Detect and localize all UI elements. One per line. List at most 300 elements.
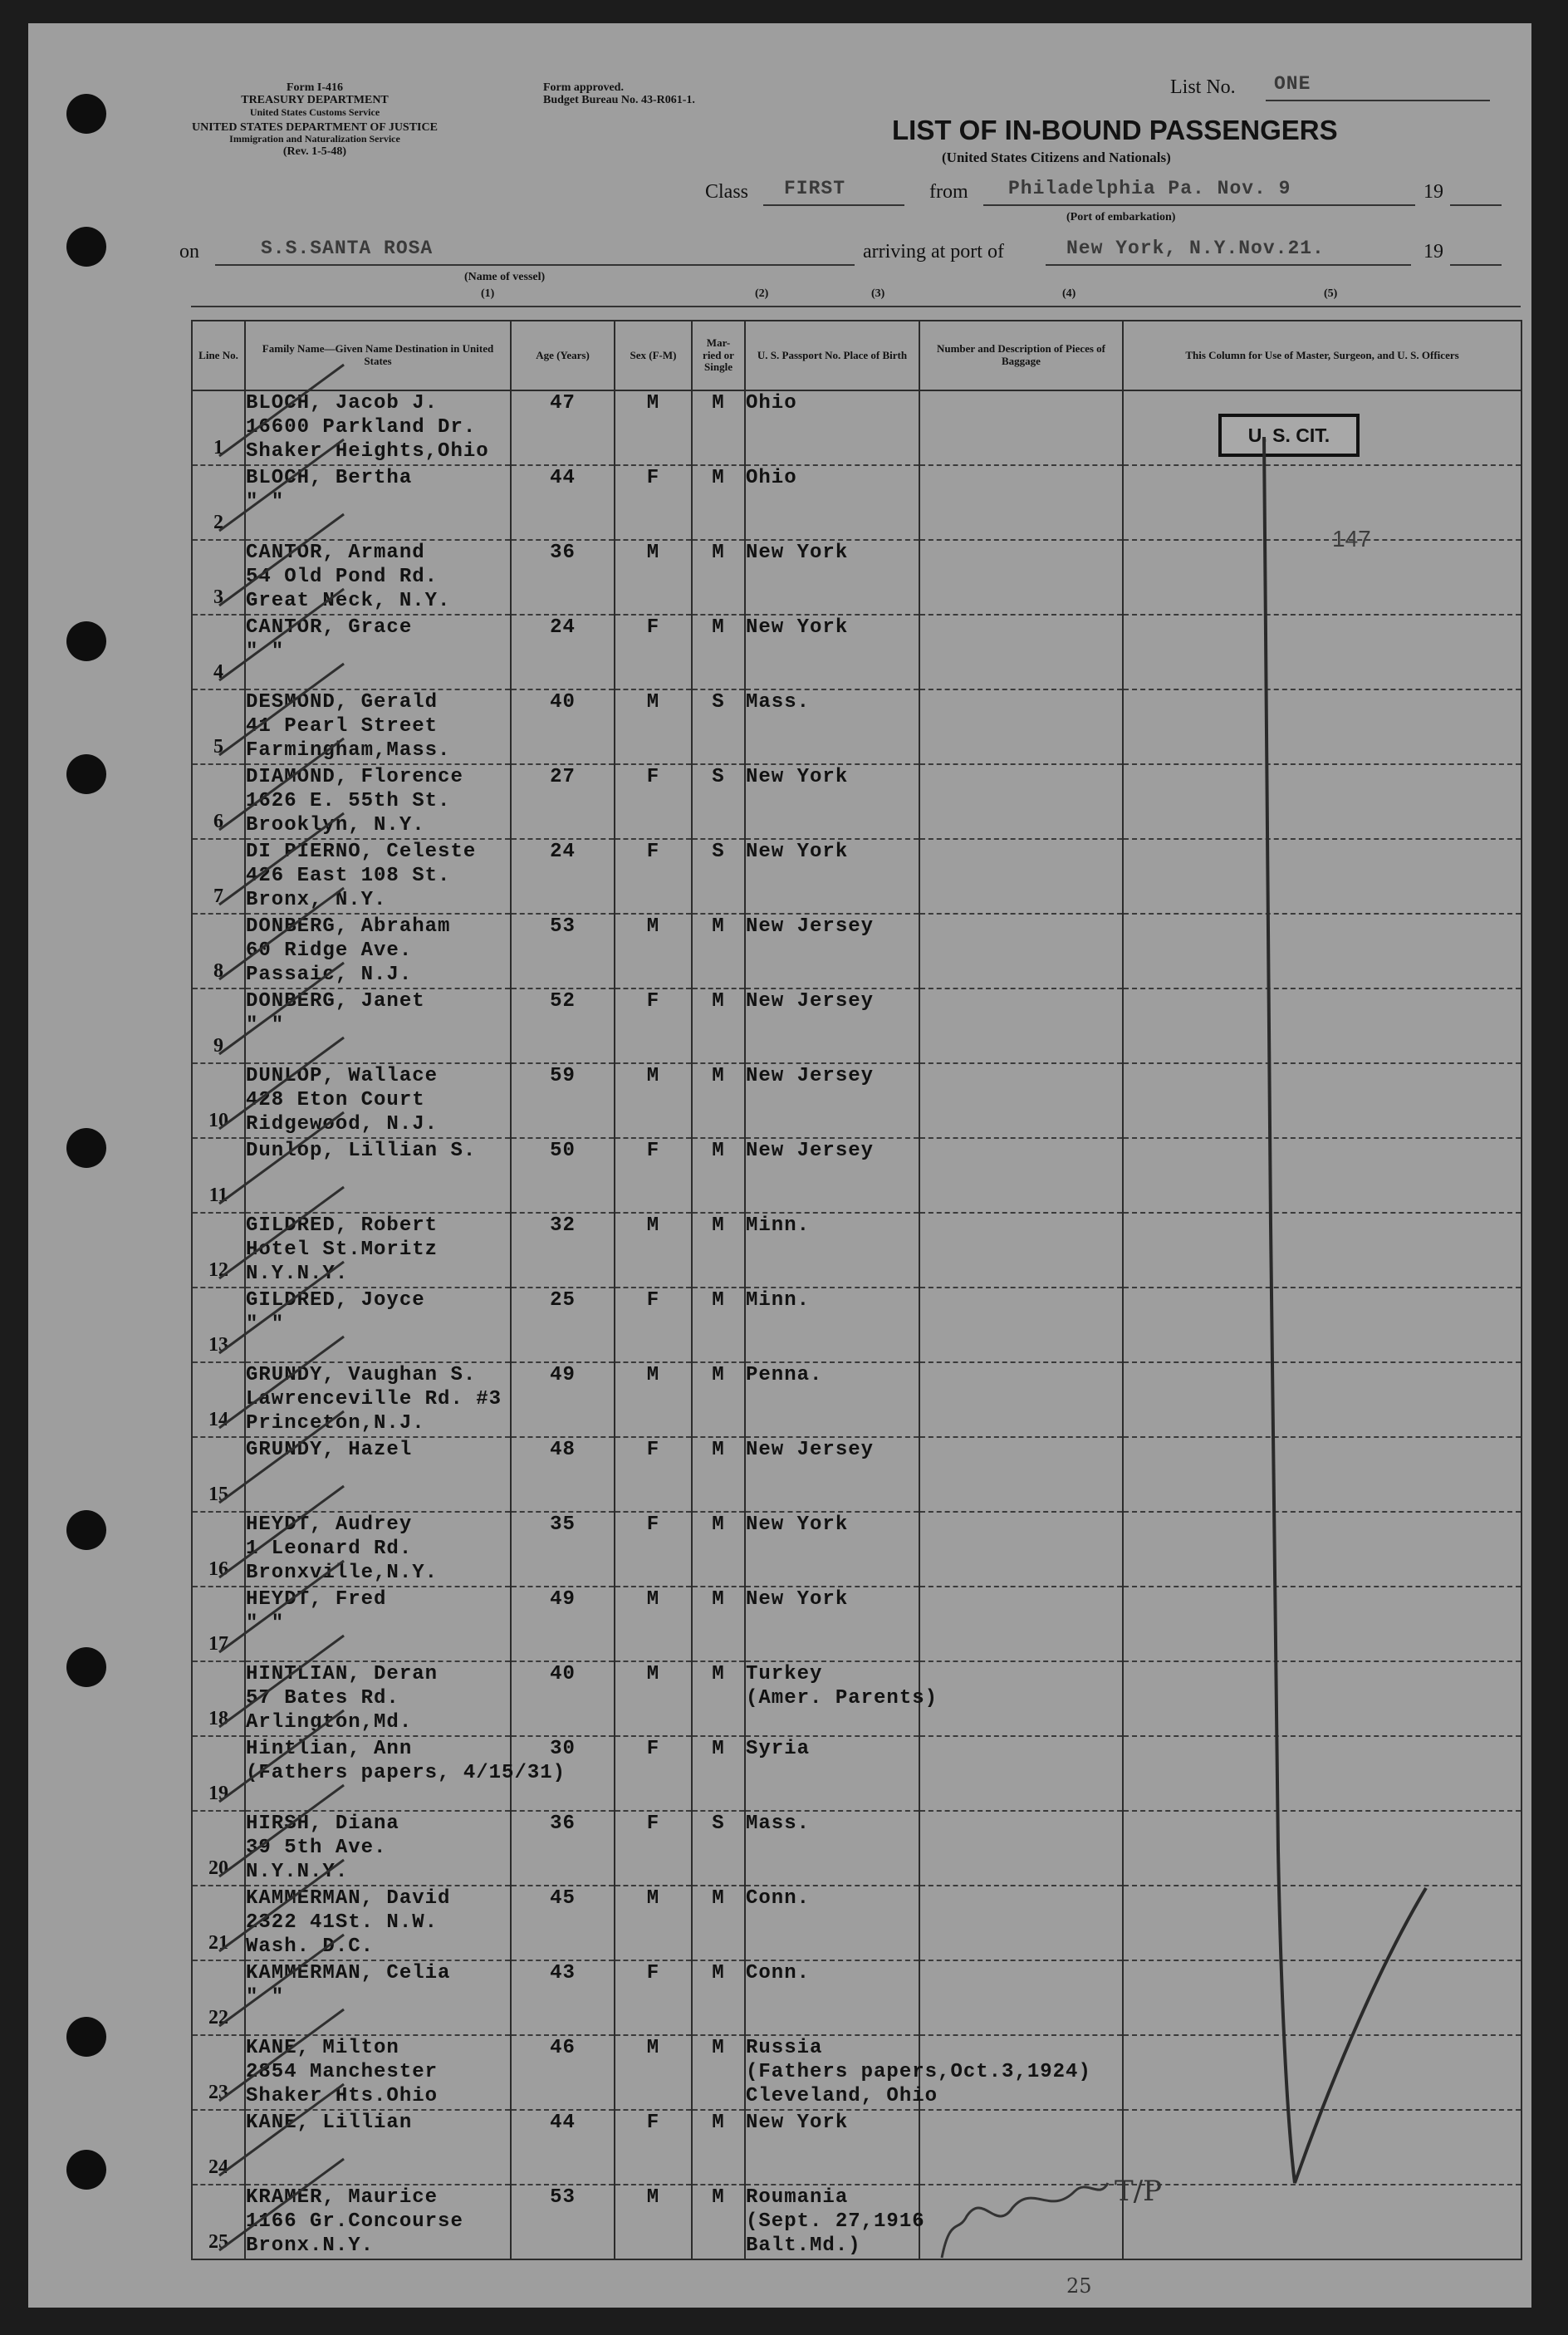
place-of-birth-line — [746, 789, 919, 813]
binder-hole — [66, 2150, 106, 2190]
baggage-cell — [919, 1437, 1123, 1512]
passenger-sex — [615, 2110, 692, 2185]
class-label: Class — [705, 181, 749, 203]
passenger-name-line: Ridgewood, N.J. — [246, 1113, 439, 1136]
place-of-birth-line — [746, 1836, 919, 1860]
binder-hole — [66, 94, 106, 134]
table-row — [192, 988, 1521, 1063]
line-number-text: 13 — [208, 1334, 228, 1356]
passenger-age-line: 40 — [550, 1663, 576, 1685]
passenger-name-line: GILDRED, Robert — [246, 1214, 439, 1237]
baggage-cell — [919, 540, 1123, 615]
passenger-name-line — [246, 1187, 510, 1211]
class-underline — [763, 204, 904, 206]
page-subtitle: (United States Citizens and Nationals) — [942, 150, 1171, 165]
table-header-row — [192, 321, 1521, 390]
place-of-birth-line: (Fathers papers,Oct.3,1924) — [746, 2061, 1091, 2083]
line-number-text: 25 — [208, 2231, 228, 2253]
place-of-birth-line: Cleveland, Ohio — [746, 2085, 938, 2107]
passenger-marital-line: M — [712, 1588, 725, 1611]
passenger-name-line: CANTOR, Armand — [246, 542, 425, 564]
passenger-age — [511, 689, 615, 764]
passenger-name-line: HIRSH, Diana — [246, 1813, 399, 1835]
line-number-text: 10 — [208, 1110, 228, 1131]
passenger-marital — [692, 839, 745, 914]
passenger-sex — [615, 1288, 692, 1362]
officer-cell — [1123, 914, 1521, 988]
passenger-sex — [615, 390, 692, 465]
passenger-age — [511, 1138, 615, 1213]
passenger-sex-line: M — [646, 1214, 660, 1237]
passenger-age-line: 52 — [550, 990, 576, 1013]
passenger-sex-line: M — [646, 915, 660, 938]
passenger-sex — [615, 1063, 692, 1138]
passenger-sex — [615, 1960, 692, 2035]
passenger-marital-line: M — [712, 1065, 725, 1087]
passenger-name — [245, 2185, 511, 2259]
table-row — [192, 615, 1521, 689]
place-of-birth-line — [746, 1611, 919, 1636]
dept-treasury: TREASURY DEPARTMENT — [241, 94, 389, 107]
place-of-birth-line: Minn. — [746, 1289, 811, 1312]
form-info — [153, 81, 477, 158]
passenger-name — [245, 1811, 511, 1886]
binder-hole — [66, 227, 106, 267]
binder-hole — [66, 1128, 106, 1168]
passenger-marital — [692, 1288, 745, 1362]
officer-cell — [1123, 540, 1521, 615]
officer-cell — [1123, 1063, 1521, 1138]
passenger-age — [511, 1063, 615, 1138]
list-no-underline — [1266, 100, 1490, 101]
place-of-birth — [745, 1138, 919, 1213]
passenger-sex — [615, 1736, 692, 1811]
year-underline-1 — [1450, 204, 1502, 206]
place-of-birth-line — [746, 1935, 919, 1959]
line-number-text: 17 — [208, 1633, 228, 1655]
table-row — [192, 2110, 1521, 2185]
passenger-age-line: 49 — [550, 1364, 576, 1386]
passenger-sex — [615, 2185, 692, 2259]
passenger-name-line: Arlington,Md. — [246, 1711, 413, 1734]
place-of-birth — [745, 1362, 919, 1437]
passenger-name-line: DESMOND, Gerald — [246, 691, 439, 714]
passenger-age-line: 25 — [550, 1289, 576, 1312]
passenger-age-line: 32 — [550, 1214, 576, 1237]
place-of-birth-line — [746, 1038, 919, 1062]
passenger-sex-line: M — [646, 2186, 660, 2209]
passenger-marital-line: M — [712, 1887, 725, 1910]
on-label: on — [179, 241, 199, 262]
passenger-name-line: Bronxville,N.Y. — [246, 1562, 439, 1584]
table-row — [192, 1512, 1521, 1587]
line-number-text: 14 — [208, 1409, 228, 1430]
passenger-sex-line: M — [646, 1364, 660, 1386]
passenger-age-line: 49 — [550, 1588, 576, 1611]
place-of-birth-line — [746, 1785, 919, 1809]
place-of-birth-line — [746, 1013, 919, 1038]
place-of-birth-line — [746, 1911, 919, 1935]
line-number — [192, 390, 245, 465]
passenger-name-line: DI PIERNO, Celeste — [246, 841, 477, 863]
arriving-underline — [1046, 264, 1411, 266]
passenger-marital — [692, 615, 745, 689]
passenger-marital-line: M — [712, 1364, 725, 1386]
passenger-name-line: KAMMERMAN, Celia — [246, 1962, 451, 1984]
year-prefix-2: 19 — [1423, 241, 1443, 262]
passenger-sex-line: M — [646, 1887, 660, 1910]
table-row — [192, 540, 1521, 615]
line-number — [192, 1362, 245, 1437]
line-number-text: 23 — [208, 2082, 228, 2103]
passenger-marital — [692, 1886, 745, 1960]
baggage-cell — [919, 764, 1123, 839]
passenger-name-line: (Fathers papers, 4/15/31) — [246, 1762, 566, 1784]
place-of-birth-line: New York — [746, 1513, 849, 1536]
place-of-birth — [745, 1587, 919, 1661]
passenger-marital-line: M — [712, 467, 725, 489]
passenger-sex — [615, 1587, 692, 1661]
place-of-birth-line: New York — [746, 542, 849, 564]
line-number — [192, 1512, 245, 1587]
passenger-age — [511, 615, 615, 689]
passenger-sex — [615, 1661, 692, 1736]
place-of-birth-line — [746, 1387, 919, 1411]
place-of-birth-line: Ohio — [746, 392, 797, 415]
passenger-age — [511, 1587, 615, 1661]
col-name: Family Name—Given Name Destination in United States — [245, 321, 511, 390]
place-of-birth-line — [746, 1985, 919, 2009]
passenger-marital-line: M — [712, 1962, 725, 1984]
passenger-age — [511, 465, 615, 540]
passenger-age-line: 35 — [550, 1513, 576, 1536]
passenger-marital — [692, 1811, 745, 1886]
from-underline — [983, 204, 1415, 206]
form-number: Form I-416 — [286, 81, 344, 94]
passenger-sex — [615, 1362, 692, 1437]
passenger-name-line: 2854 Manchester — [246, 2061, 439, 2083]
passenger-name-line — [246, 664, 510, 688]
place-of-birth — [745, 1288, 919, 1362]
col-baggage: Number and Description of Pieces of Baggage — [919, 321, 1123, 390]
place-of-birth-line: New York — [746, 2112, 849, 2134]
passenger-name-line: " " — [246, 1014, 285, 1037]
page-title: LIST OF IN-BOUND PASSENGERS — [892, 115, 1338, 145]
place-of-birth-line — [746, 1462, 919, 1486]
passenger-marital-line: M — [712, 1738, 725, 1760]
table-row — [192, 2185, 1521, 2259]
passenger-age-line: 40 — [550, 691, 576, 714]
baggage-cell — [919, 1288, 1123, 1362]
line-number — [192, 540, 245, 615]
place-of-birth-line — [746, 1411, 919, 1435]
place-of-birth-line — [746, 1112, 919, 1136]
line-number — [192, 764, 245, 839]
from-label: from — [929, 181, 968, 203]
line-number — [192, 1587, 245, 1661]
passenger-name-line: Shaker Heights,Ohio — [246, 440, 489, 463]
line-number — [192, 1886, 245, 1960]
approval-info — [543, 81, 695, 107]
place-of-birth-line — [746, 1312, 919, 1337]
line-number-text: 18 — [208, 1708, 228, 1729]
passenger-marital — [692, 1960, 745, 2035]
passenger-table — [191, 320, 1522, 2260]
passenger-name-line: 2322 41St. N.W. — [246, 1911, 439, 1934]
place-of-birth-line — [746, 939, 919, 963]
col-married: Mar- ried or Single — [692, 321, 745, 390]
passenger-marital-line: M — [712, 1214, 725, 1237]
port-embark-caption: (Port of embarkation) — [1066, 211, 1176, 223]
passenger-marital — [692, 1362, 745, 1437]
binder-hole — [66, 1510, 106, 1550]
passenger-sex — [615, 914, 692, 988]
passenger-marital-line: M — [712, 392, 725, 415]
officer-cell — [1123, 1437, 1521, 1512]
line-number — [192, 1661, 245, 1736]
passenger-sex — [615, 1886, 692, 1960]
place-of-birth — [745, 1661, 938, 1736]
place-of-birth — [745, 2110, 919, 2185]
line-number — [192, 988, 245, 1063]
place-of-birth-line — [746, 1636, 919, 1660]
passenger-name-line: Passaic, N.J. — [246, 964, 413, 986]
passenger-age — [511, 1960, 615, 2035]
place-of-birth — [745, 839, 919, 914]
passenger-name — [245, 1213, 511, 1288]
officer-cell — [1123, 1960, 1521, 2035]
place-of-birth — [745, 1811, 919, 1886]
passenger-age-line: 44 — [550, 2112, 576, 2134]
officer-cell — [1123, 465, 1521, 540]
officer-cell — [1123, 839, 1521, 914]
passenger-sex-line: F — [646, 766, 660, 788]
place-of-birth-line — [746, 1710, 919, 1734]
passenger-name-line: " " — [246, 640, 285, 663]
passenger-name — [245, 465, 511, 540]
table-row — [192, 914, 1521, 988]
officer-cell — [1123, 689, 1521, 764]
passenger-marital — [692, 1063, 745, 1138]
place-of-birth-line: Balt.Md.) — [746, 2234, 861, 2257]
passenger-age — [511, 988, 615, 1063]
line-number-text: 19 — [208, 1783, 228, 1804]
passenger-name — [245, 689, 511, 764]
passenger-name-line: HEYDT, Audrey — [246, 1513, 413, 1536]
passenger-age — [511, 540, 615, 615]
place-of-birth-line — [746, 1537, 919, 1561]
table-row — [192, 764, 1521, 839]
passenger-name-line — [246, 1337, 510, 1361]
place-of-birth-line: New York — [746, 766, 849, 788]
handwritten-number: 25 — [1066, 2274, 1092, 2298]
officer-cell — [1123, 2185, 1521, 2259]
baggage-cell — [919, 1213, 1123, 1288]
passenger-name-line — [246, 2135, 510, 2159]
passenger-name-line: 428 Eton Court — [246, 1089, 425, 1111]
place-of-birth-line — [746, 1187, 919, 1211]
passenger-marital-line: M — [712, 616, 725, 639]
passenger-name-line — [246, 1486, 510, 1510]
passenger-age — [511, 1811, 615, 1886]
passenger-name-line — [246, 1038, 510, 1062]
col-officers: This Column for Use of Master, Surgeon, and U. S. Officers — [1123, 321, 1521, 390]
passenger-age-line: 36 — [550, 1813, 576, 1835]
vessel-caption: (Name of vessel) — [464, 271, 546, 283]
passenger-marital — [692, 390, 745, 465]
baggage-cell — [919, 839, 1123, 914]
passenger-marital — [692, 465, 745, 540]
passenger-name-line: " " — [246, 1612, 285, 1635]
table-row — [192, 465, 1521, 540]
passenger-name-line: Bronx.N.Y. — [246, 2234, 375, 2257]
place-of-birth-line: Ohio — [746, 467, 797, 489]
arriving-label: arriving at port of — [863, 241, 1004, 262]
passenger-name-line: 1166 Gr.Concourse — [246, 2210, 463, 2233]
passenger-age — [511, 1512, 615, 1587]
passenger-name — [245, 540, 511, 615]
passenger-age-line: 50 — [550, 1140, 576, 1162]
passenger-marital-line: M — [712, 1439, 725, 1461]
place-of-birth-line — [746, 2009, 919, 2033]
year-underline-2 — [1450, 264, 1502, 266]
table-row — [192, 1138, 1521, 1213]
place-of-birth-line: Mass. — [746, 1813, 811, 1835]
place-of-birth-line: (Amer. Parents) — [746, 1687, 938, 1710]
passenger-marital — [692, 988, 745, 1063]
place-of-birth-line: Mass. — [746, 691, 811, 714]
header-rule — [191, 306, 1521, 307]
passenger-sex-line: F — [646, 1962, 660, 1984]
passenger-marital-line: M — [712, 990, 725, 1013]
passenger-name-line: 16600 Parkland Dr. — [246, 416, 477, 439]
passenger-age — [511, 390, 615, 465]
passenger-sex-line: F — [646, 616, 660, 639]
passenger-name — [245, 1437, 511, 1512]
passenger-sex — [615, 615, 692, 689]
passenger-age-line: 36 — [550, 542, 576, 564]
line-number — [192, 1736, 245, 1811]
passenger-marital-line: M — [712, 2186, 725, 2209]
passenger-marital-line: S — [712, 841, 725, 863]
passenger-name — [245, 1362, 511, 1437]
passenger-name-line: HINTLIAN, Deran — [246, 1663, 439, 1685]
place-of-birth-line — [746, 1486, 919, 1510]
passenger-name-line: 60 Ridge Ave. — [246, 939, 413, 962]
place-of-birth-line — [746, 1262, 919, 1286]
place-of-birth — [745, 465, 919, 540]
place-of-birth-line — [746, 1163, 919, 1187]
table-row — [192, 839, 1521, 914]
place-of-birth-line — [746, 2135, 919, 2159]
officer-cell — [1123, 764, 1521, 839]
col-sex: Sex (F-M) — [615, 321, 692, 390]
passenger-age — [511, 764, 615, 839]
passenger-sex — [615, 689, 692, 764]
passenger-age — [511, 1213, 615, 1288]
line-number-text: 9 — [213, 1035, 223, 1057]
line-number — [192, 2110, 245, 2185]
passenger-name-line: Hotel St.Moritz — [246, 1239, 439, 1261]
passenger-sex-line: F — [646, 1738, 660, 1760]
place-of-birth-line: New York — [746, 616, 849, 639]
place-of-birth-line: New Jersey — [746, 990, 875, 1013]
passenger-name-line: DONBERG, Abraham — [246, 915, 451, 938]
passenger-name-line: DIAMOND, Florence — [246, 766, 463, 788]
passenger-marital — [692, 540, 745, 615]
passenger-name-line — [246, 1636, 510, 1660]
table-row — [192, 1736, 1521, 1811]
line-number-text: 24 — [208, 2156, 228, 2178]
passenger-name-line: Dunlop, Lillian S. — [246, 1140, 477, 1162]
passenger-name-line: Bronx, N.Y. — [246, 889, 387, 911]
dept-customs: United States Customs Service — [249, 105, 380, 118]
table-row — [192, 1362, 1521, 1437]
passenger-name — [245, 1886, 511, 1960]
table-row — [192, 1960, 1521, 2035]
baggage-cell — [919, 1512, 1123, 1587]
passenger-marital — [692, 1138, 745, 1213]
baggage-cell — [919, 1886, 1123, 1960]
colnum-1: (1) — [481, 287, 495, 300]
passenger-age-line: 53 — [550, 915, 576, 938]
place-of-birth-line — [746, 640, 919, 664]
passenger-sex-line: F — [646, 1813, 660, 1835]
passenger-marital-line: M — [712, 1140, 725, 1162]
place-of-birth — [745, 615, 919, 689]
passenger-name — [245, 1138, 511, 1213]
vessel-underline — [215, 264, 855, 266]
passenger-name-line: 39 5th Ave. — [246, 1837, 387, 1859]
line-number-text: 20 — [208, 1857, 228, 1879]
passenger-name-line: " " — [246, 1313, 285, 1336]
budget-bureau: Budget Bureau No. 43-R061-1. — [543, 94, 695, 107]
passenger-age-line: 45 — [550, 1887, 576, 1910]
passenger-sex-line: M — [646, 2037, 660, 2059]
baggage-cell — [919, 1362, 1123, 1437]
passenger-sex-line: F — [646, 1140, 660, 1162]
passenger-age-line: 46 — [550, 2037, 576, 2059]
passenger-marital-line: S — [712, 691, 725, 714]
passenger-name-line: Wash. D.C. — [246, 1935, 375, 1958]
line-number — [192, 689, 245, 764]
passenger-sex-line: F — [646, 1439, 660, 1461]
passenger-age — [511, 1437, 615, 1512]
manifest-sheet — [28, 23, 1531, 2308]
passenger-marital — [692, 1512, 745, 1587]
line-number-text: 16 — [208, 1558, 228, 1580]
passenger-name-line: DONBERG, Janet — [246, 990, 425, 1013]
passenger-name-line: Brooklyn, N.Y. — [246, 814, 425, 836]
place-of-birth — [745, 2185, 925, 2259]
table-row — [192, 1587, 1521, 1661]
officer-cell — [1123, 1736, 1521, 1811]
place-of-birth-line — [746, 565, 919, 589]
passenger-marital-line: M — [712, 1663, 725, 1685]
col-passport: U. S. Passport No. Place of Birth — [745, 321, 919, 390]
passenger-count: 147 — [1332, 526, 1371, 552]
passenger-sex-line: F — [646, 841, 660, 863]
passenger-age — [511, 914, 615, 988]
passenger-name — [245, 1960, 511, 2035]
line-number — [192, 465, 245, 540]
place-of-birth-line — [746, 888, 919, 912]
passenger-name — [245, 615, 511, 689]
place-of-birth-line — [746, 1561, 919, 1585]
place-of-birth — [745, 2035, 1091, 2110]
passenger-age-line: 24 — [550, 616, 576, 639]
place-of-birth-line: New York — [746, 1588, 849, 1611]
